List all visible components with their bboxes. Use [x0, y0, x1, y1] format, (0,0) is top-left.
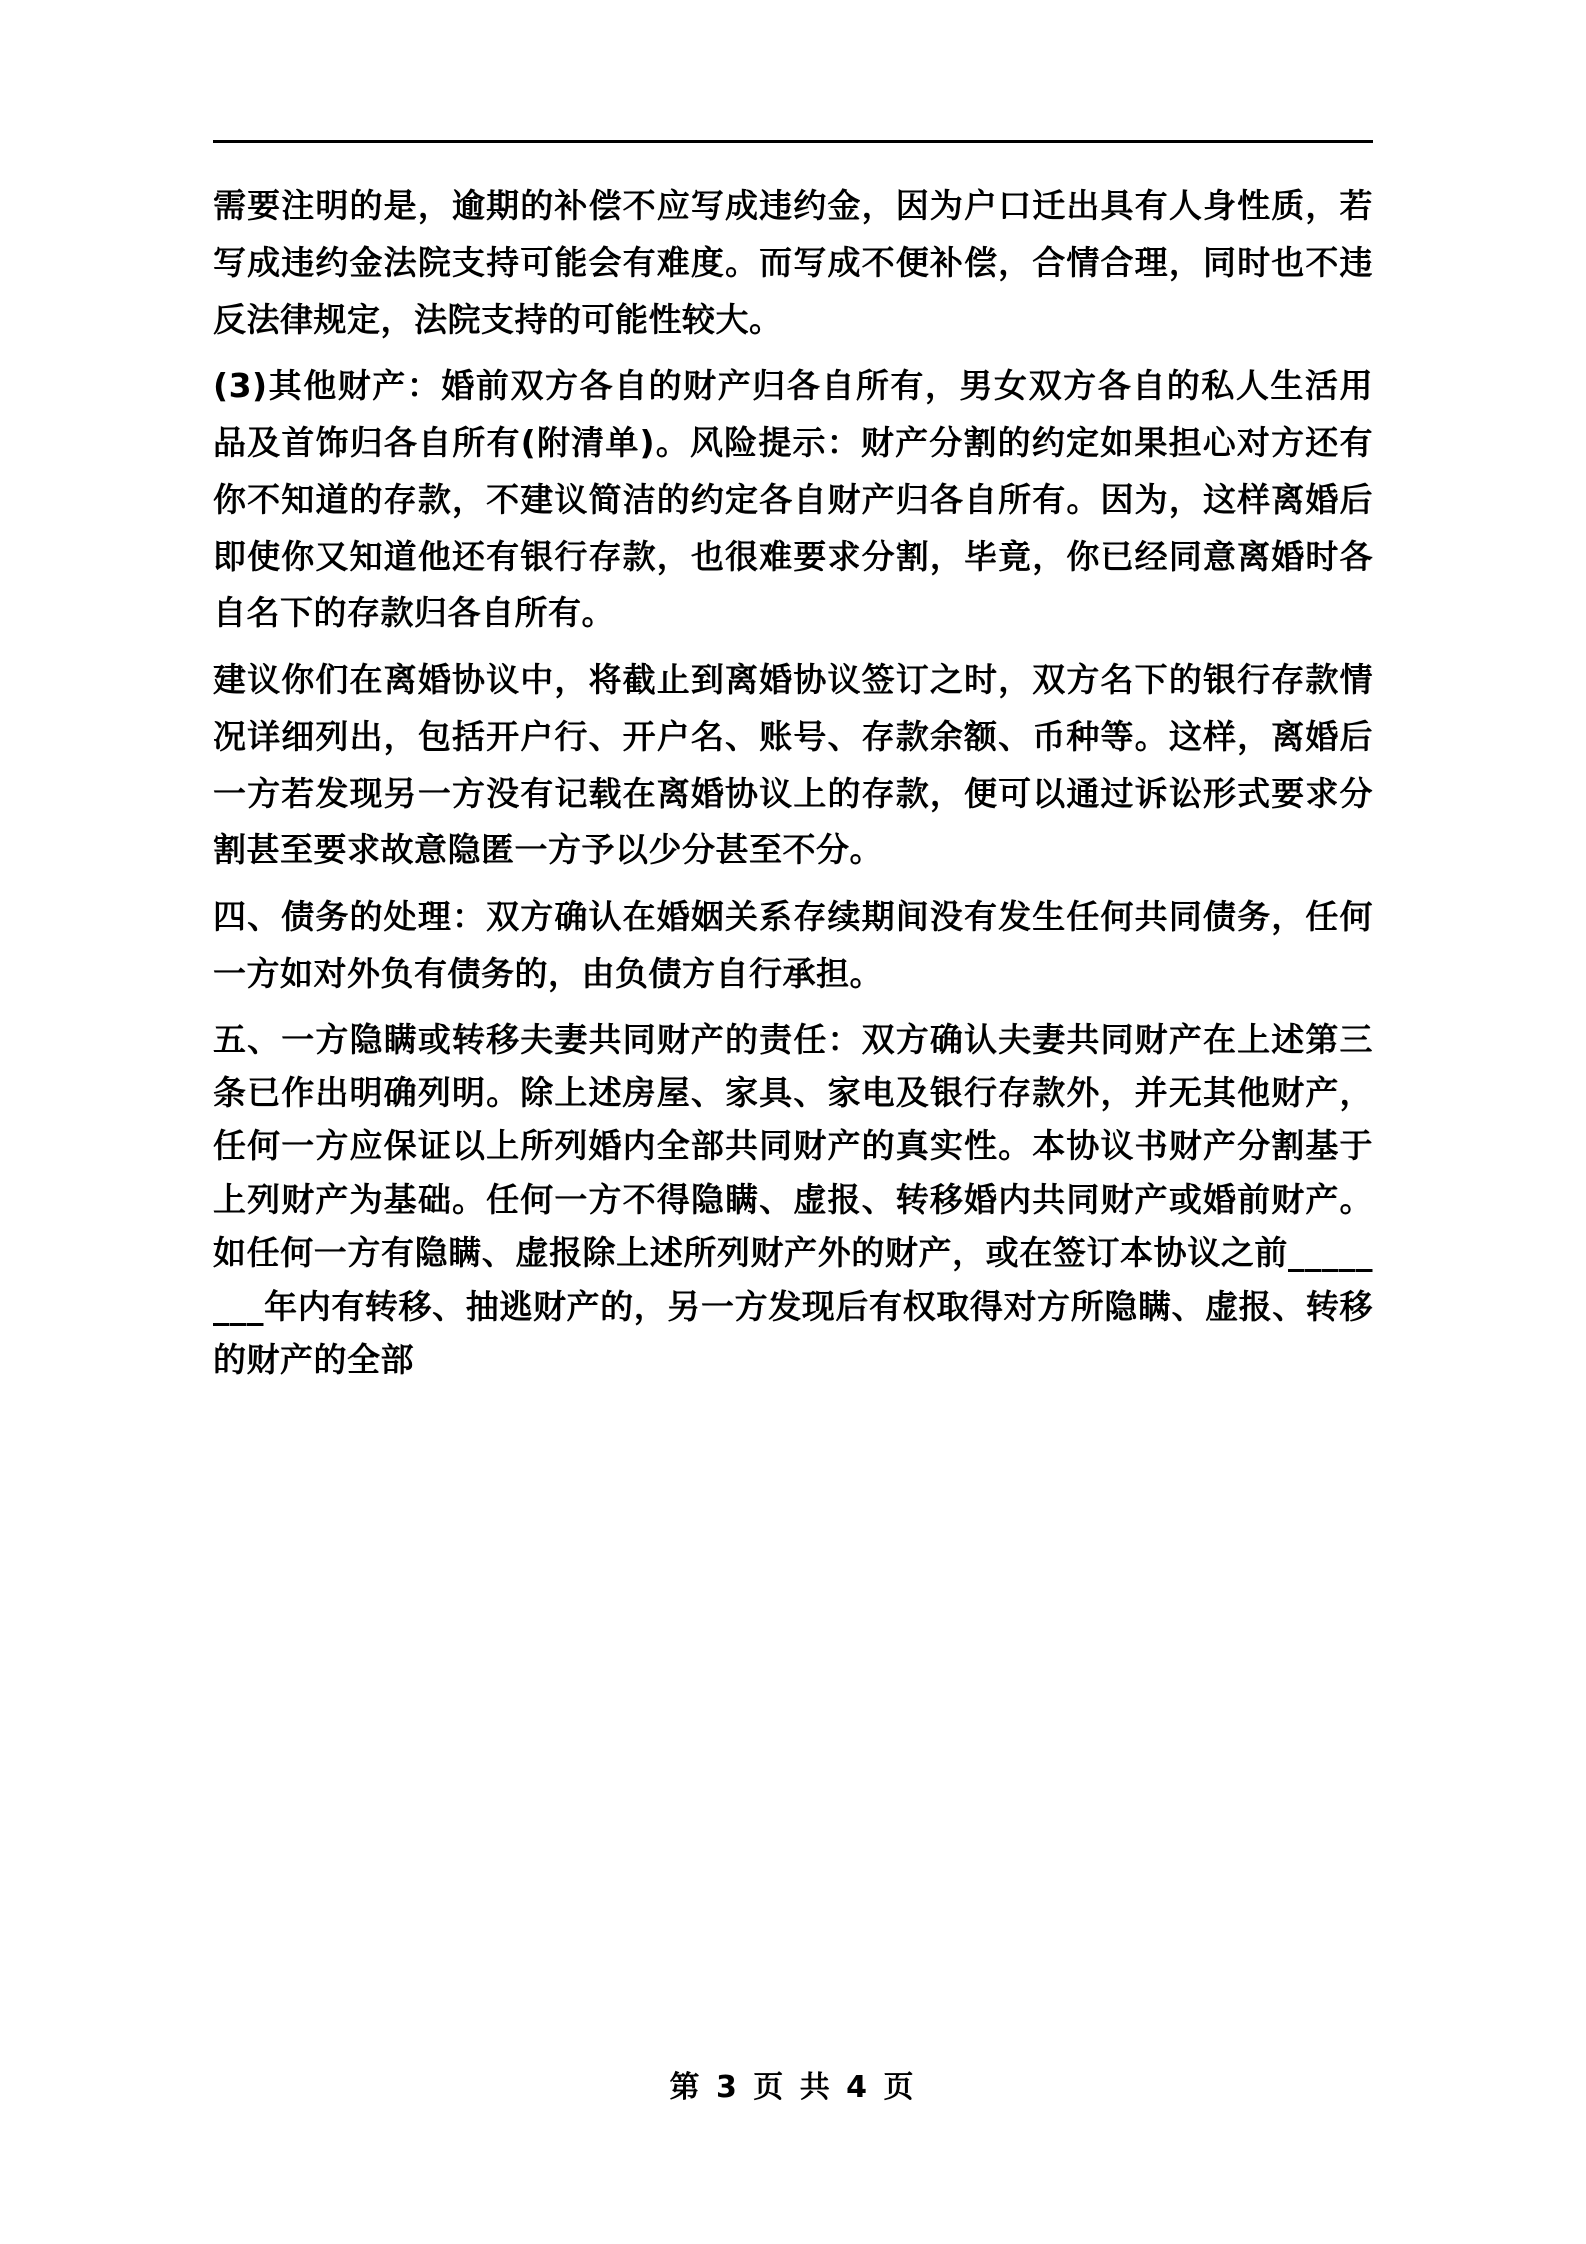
paragraph: 五、一方隐瞒或转移夫妻共同财产的责任：双方确认夫妻共同财产在上述第三条已作出明确列明。除上述房屋、家具、家电及银行存款外，并无其他财产，任何一方应保证以上所列婚内全部共同财产的真实性。本协议书财产分割基于上列财产为基础。任何一方不得隐瞒、虚报、转移婚内共同财产或婚前财产。如任何一方有隐瞒、虚报除上述所列财产外的财产，或在签订本协议之前________年内有转移、抽逃财产的，另一方发现后有权取得对方所隐瞒、虚报、转移的财产的全部 [213, 1019, 1373, 1380]
document-body [213, 178, 1373, 1397]
paragraph: 建议你们在离婚协议中，将截止到离婚协议签订之时，双方名下的银行存款情况详细列出，包括开户行、开户名、账号、存款余额、币种等。这样，离婚后一方若发现另一方没有记载在离婚协议上的存款，便可以通过诉讼形式要求分割甚至要求故意隐匿一方予以少分甚至不分。 [213, 660, 1373, 870]
paragraph: 四、债务的处理：双方确认在婚姻关系存续期间没有发生任何共同债务，任何一方如对外负有债务的，由负债方自行承担。 [213, 897, 1373, 993]
header-divider [213, 140, 1373, 143]
paragraph: (3)其他财产：婚前双方各自的财产归各自所有，男女双方各自的私人生活用品及首饰归各自所有(附清单)。风险提示：财产分割的约定如果担心对方还有你不知道的存款，不建议简洁的约定各自财产归各自所有。因为，这样离婚后即使你又知道他还有银行存款，也很难要求分割，毕竟，你已经同意离婚时各自名下的存款归各自所有。 [213, 366, 1373, 633]
paragraph: 需要注明的是，逾期的补偿不应写成违约金，因为户口迁出具有人身性质，若写成违约金法院支持可能会有难度。而写成不便补偿，合情合理，同时也不违反法律规定，法院支持的可能性较大。 [213, 186, 1373, 339]
page-footer: 第 3 页 共 4 页 [669, 2070, 917, 2105]
